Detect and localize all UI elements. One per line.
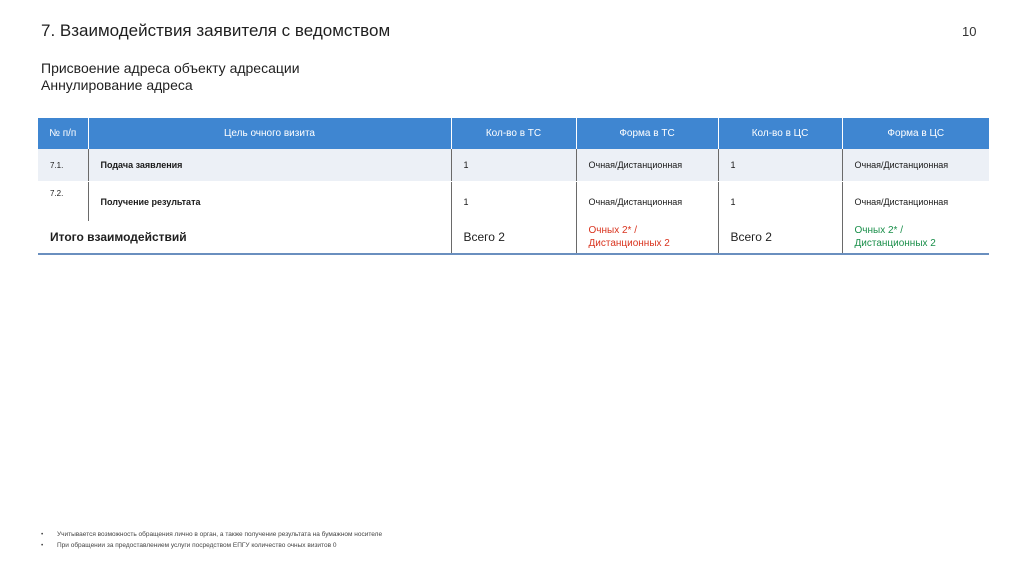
row-purpose: Получение результата	[88, 182, 451, 222]
header-count-ts: Кол-во в ТС	[451, 118, 576, 149]
total-form-ts-line1: Очных 2* /	[588, 225, 637, 236]
table-row	[38, 182, 989, 222]
subtitle-cancel-address: Аннулирование адреса	[41, 77, 193, 93]
interactions-table	[38, 118, 989, 255]
total-form-cs	[842, 221, 989, 254]
table-row	[38, 149, 989, 182]
footnote-item: • При обращении за предоставлением услуги посредством ЕПГУ количество очных визитов 0	[41, 542, 382, 549]
total-count-ts: Всего 2	[451, 221, 576, 254]
header-form-cs: Форма в ЦС	[842, 118, 989, 149]
row-count-ts: 1	[451, 149, 576, 182]
table-total-row	[38, 221, 989, 254]
row-count-cs: 1	[718, 182, 842, 222]
header-visit-purpose: Цель очного визита	[88, 118, 451, 149]
total-form-cs-line2: Дистанционных 2	[854, 238, 936, 249]
footnote-item: • Учитывается возможность обращения лично в орган, а также получение результата на бумажном носителе	[41, 531, 382, 538]
row-purpose: Подача заявления	[88, 149, 451, 182]
row-number: 7.2.	[38, 182, 88, 222]
subtitle-assign-address: Присвоение адреса объекту адресации	[41, 60, 300, 76]
total-label: Итого взаимодействий	[38, 221, 451, 254]
total-form-ts-line2: Дистанционных 2	[588, 238, 670, 249]
total-form-cs-line1: Очных 2* /	[854, 225, 903, 236]
total-count-cs: Всего 2	[718, 221, 842, 254]
row-form-ts: Очная/Дистанционная	[576, 149, 718, 182]
row-count-cs: 1	[718, 149, 842, 182]
header-count-cs: Кол-во в ЦС	[718, 118, 842, 149]
table-header-row	[38, 118, 989, 149]
total-form-ts	[576, 221, 718, 254]
slide-title: 7. Взаимодействия заявителя с ведомством	[41, 21, 391, 40]
page-number: 10	[962, 24, 977, 39]
row-number: 7.1.	[38, 149, 88, 182]
row-form-ts: Очная/Дистанционная	[576, 182, 718, 222]
row-form-cs: Очная/Дистанционная	[842, 149, 989, 182]
row-form-cs: Очная/Дистанционная	[842, 182, 989, 222]
header-number: № п/п	[38, 118, 88, 149]
header-form-ts: Форма в ТС	[576, 118, 718, 149]
row-count-ts: 1	[451, 182, 576, 222]
footnotes	[41, 531, 382, 553]
